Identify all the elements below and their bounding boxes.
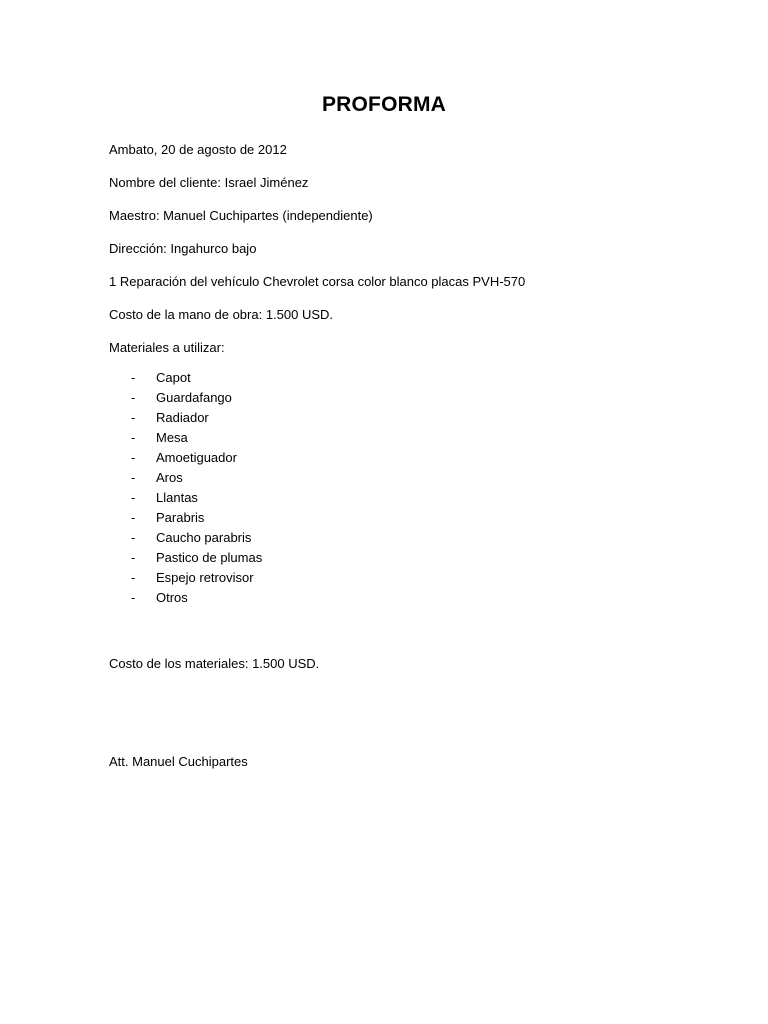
list-item (0, 430, 768, 450)
material-name: Aros (156, 470, 183, 485)
list-bullet: - (131, 370, 136, 385)
list-bullet: - (131, 450, 136, 465)
materials-list (0, 370, 768, 610)
list-item (0, 450, 768, 470)
list-bullet: - (131, 550, 136, 565)
client-line: Nombre del cliente: Israel Jiménez (109, 175, 309, 190)
material-name: Caucho parabris (156, 530, 252, 545)
material-name: Llantas (156, 490, 198, 505)
material-name: Espejo retrovisor (156, 570, 254, 585)
list-bullet: - (131, 570, 136, 585)
list-bullet: - (131, 490, 136, 505)
list-item (0, 410, 768, 430)
list-item (0, 530, 768, 550)
material-name: Guardafango (156, 390, 232, 405)
list-item (0, 390, 768, 410)
list-item (0, 570, 768, 590)
address-line: Dirección: Ingahurco bajo (109, 241, 257, 256)
document-title: PROFORMA (321, 93, 447, 116)
list-bullet: - (131, 390, 136, 405)
list-item (0, 590, 768, 610)
material-name: Radiador (156, 410, 209, 425)
list-bullet: - (131, 590, 136, 605)
materials-cost-line: Costo de los materiales: 1.500 USD. (109, 656, 320, 671)
material-name: Otros (156, 590, 188, 605)
material-name: Mesa (156, 430, 188, 445)
material-name: Parabris (156, 510, 205, 525)
list-item (0, 490, 768, 510)
service-line: 1 Reparación del vehículo Chevrolet corsa color blanco placas PVH-570 (109, 274, 526, 289)
list-item (0, 510, 768, 530)
date-line: Ambato, 20 de agosto de 2012 (109, 142, 287, 157)
list-bullet: - (131, 430, 136, 445)
material-name: Amoetiguador (156, 450, 237, 465)
signature-line: Att. Manuel Cuchipartes (109, 754, 248, 769)
list-item (0, 370, 768, 390)
material-name: Capot (156, 370, 191, 385)
material-name: Pastico de plumas (156, 550, 263, 565)
list-bullet: - (131, 530, 136, 545)
list-bullet: - (131, 470, 136, 485)
list-bullet: - (131, 510, 136, 525)
list-item (0, 550, 768, 570)
list-item (0, 470, 768, 490)
materials-heading: Materiales a utilizar: (109, 340, 225, 355)
list-bullet: - (131, 410, 136, 425)
labor-cost-line: Costo de la mano de obra: 1.500 USD. (109, 307, 334, 322)
master-line: Maestro: Manuel Cuchipartes (independiente) (109, 208, 373, 223)
